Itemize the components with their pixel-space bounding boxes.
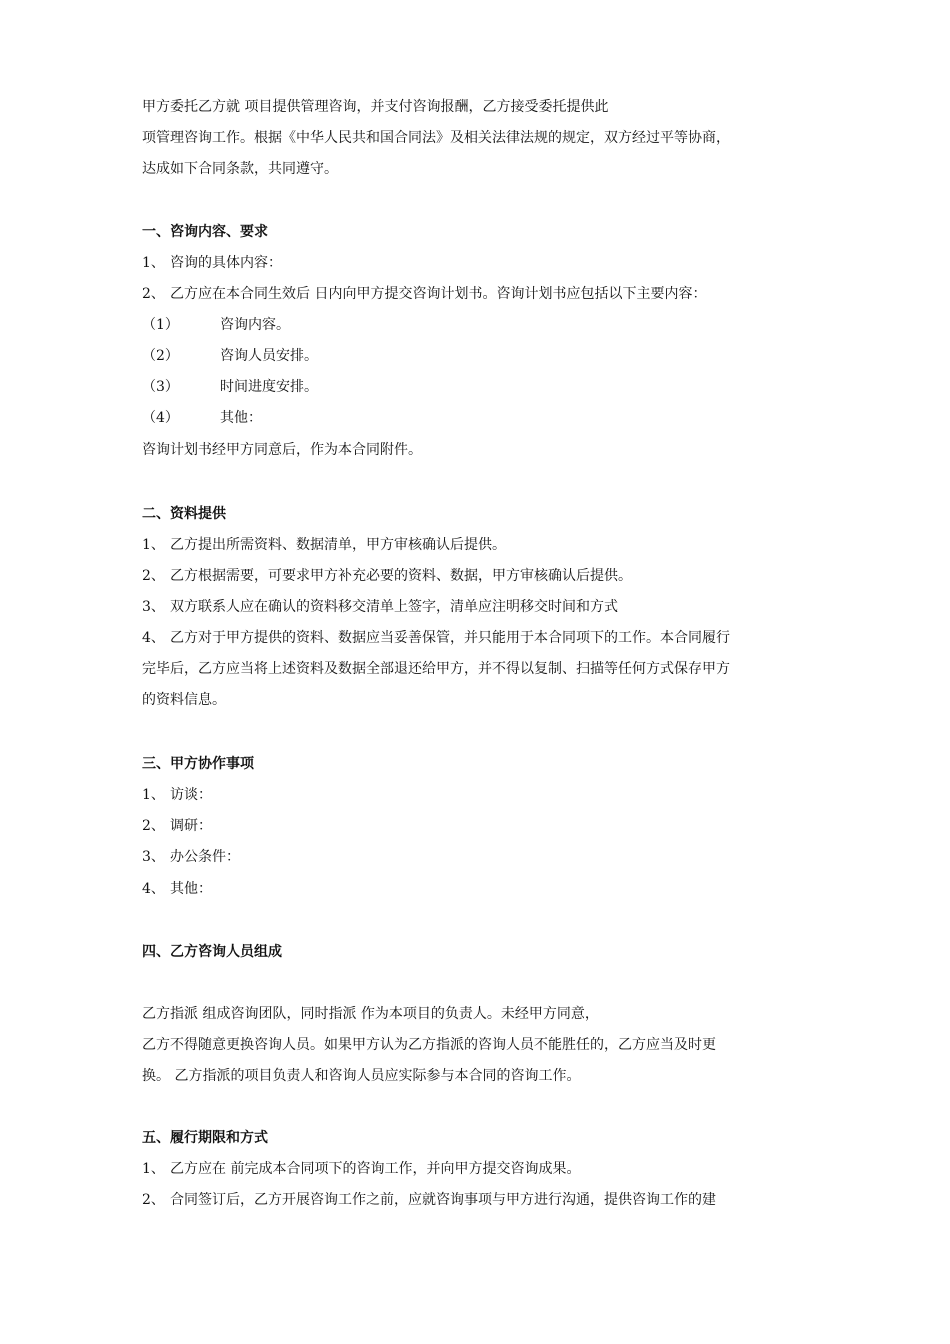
plan-item-number: （2） — [142, 348, 179, 364]
item-number: 1、 — [142, 255, 165, 271]
item-number: 1、 — [142, 1161, 165, 1177]
plan-item-3 — [142, 377, 318, 397]
section-3-heading: 三、甲方协作事项 — [142, 756, 254, 772]
section-5-heading: 五、履行期限和方式 — [142, 1130, 268, 1146]
plan-item-4 — [142, 408, 262, 428]
section-1-item-1 — [142, 253, 282, 273]
plan-item-number: （3） — [142, 379, 179, 395]
item-number: 1、 — [142, 537, 165, 553]
item-number: 2、 — [142, 818, 165, 834]
item-number: 1、 — [142, 787, 165, 803]
item-text: 其他： — [170, 881, 212, 897]
plan-item-1 — [142, 315, 290, 335]
section-1-closing: 咨询计划书经甲方同意后，作为本合同附件。 — [142, 442, 422, 458]
section-4-line-3: 换。 乙方指派的项目负责人和咨询人员应实际参与本合同的咨询工作。 — [142, 1068, 581, 1084]
item-number: 2、 — [142, 1192, 165, 1208]
item-number: 4、 — [142, 630, 165, 646]
plan-item-number: （4） — [142, 410, 179, 426]
section-3-item-4 — [142, 879, 212, 899]
plan-item-text: 时间进度安排。 — [220, 379, 318, 395]
plan-item-number: （1） — [142, 317, 179, 333]
section-1-heading: 一、咨询内容、要求 — [142, 224, 268, 240]
section-4-line-2: 乙方不得随意更换咨询人员。如果甲方认为乙方指派的咨询人员不能胜任的，乙方应当及时更 — [142, 1037, 716, 1053]
section-2-item-1 — [142, 535, 506, 555]
item-text: 双方联系人应在确认的资料移交清单上签字，清单应注明移交时间和方式 — [170, 599, 618, 615]
intro-line-3: 达成如下合同条款，共同遵守。 — [142, 161, 338, 177]
plan-item-2 — [142, 346, 318, 366]
item-text: 乙方根据需要，可要求甲方补充必要的资料、数据，甲方审核确认后提供。 — [170, 568, 632, 584]
plan-item-text: 咨询内容。 — [220, 317, 290, 333]
item-text: 访谈： — [170, 787, 212, 803]
section-3-item-1 — [142, 785, 212, 805]
intro-line-2: 项管理咨询工作。根据《中华人民共和国合同法》及相关法律法规的规定，双方经过平等协商， — [142, 130, 730, 146]
plan-item-text: 其他： — [220, 410, 262, 426]
section-2-heading: 二、资料提供 — [142, 506, 226, 522]
item-text: 乙方对于甲方提供的资料、数据应当妥善保管，并只能用于本合同项下的工作。本合同履行 — [170, 630, 730, 646]
item-text: 办公条件： — [170, 849, 240, 865]
intro-line-1: 甲方委托乙方就 项目提供管理咨询，并支付咨询报酬，乙方接受委托提供此 — [142, 99, 609, 115]
section-4-line-1: 乙方指派 组成咨询团队，同时指派 作为本项目的负责人。未经甲方同意， — [142, 1006, 599, 1022]
item-number: 3、 — [142, 599, 165, 615]
item-text: 乙方应在本合同生效后 日内向甲方提交咨询计划书。咨询计划书应包括以下主要内容： — [170, 286, 707, 302]
section-4-heading: 四、乙方咨询人员组成 — [142, 944, 282, 960]
item-text: 乙方应在 前完成本合同项下的咨询工作，并向甲方提交咨询成果。 — [170, 1161, 581, 1177]
section-2-item-4 — [142, 628, 730, 648]
item-text: 调研： — [170, 818, 212, 834]
section-2-item-3 — [142, 597, 618, 617]
item-number: 3、 — [142, 849, 165, 865]
item-number: 4、 — [142, 881, 165, 897]
item-number: 2、 — [142, 568, 165, 584]
item-text: 乙方提出所需资料、数据清单，甲方审核确认后提供。 — [170, 537, 506, 553]
plan-item-text: 咨询人员安排。 — [220, 348, 318, 364]
section-3-item-2 — [142, 816, 212, 836]
section-5-item-1 — [142, 1159, 580, 1179]
section-2-item-2 — [142, 566, 632, 586]
section-3-item-3 — [142, 847, 240, 867]
section-2-item-4-cont-1: 完毕后，乙方应当将上述资料及数据全部退还给甲方，并不得以复制、扫描等任何方式保存甲方 — [142, 661, 730, 677]
section-5-item-2 — [142, 1190, 716, 1210]
item-text: 合同签订后，乙方开展咨询工作之前，应就咨询事项与甲方进行沟通，提供咨询工作的建 — [170, 1192, 716, 1208]
item-number: 2、 — [142, 286, 165, 302]
section-1-item-2 — [142, 284, 706, 304]
item-text: 咨询的具体内容： — [170, 255, 282, 271]
section-2-item-4-cont-2: 的资料信息。 — [142, 692, 226, 708]
